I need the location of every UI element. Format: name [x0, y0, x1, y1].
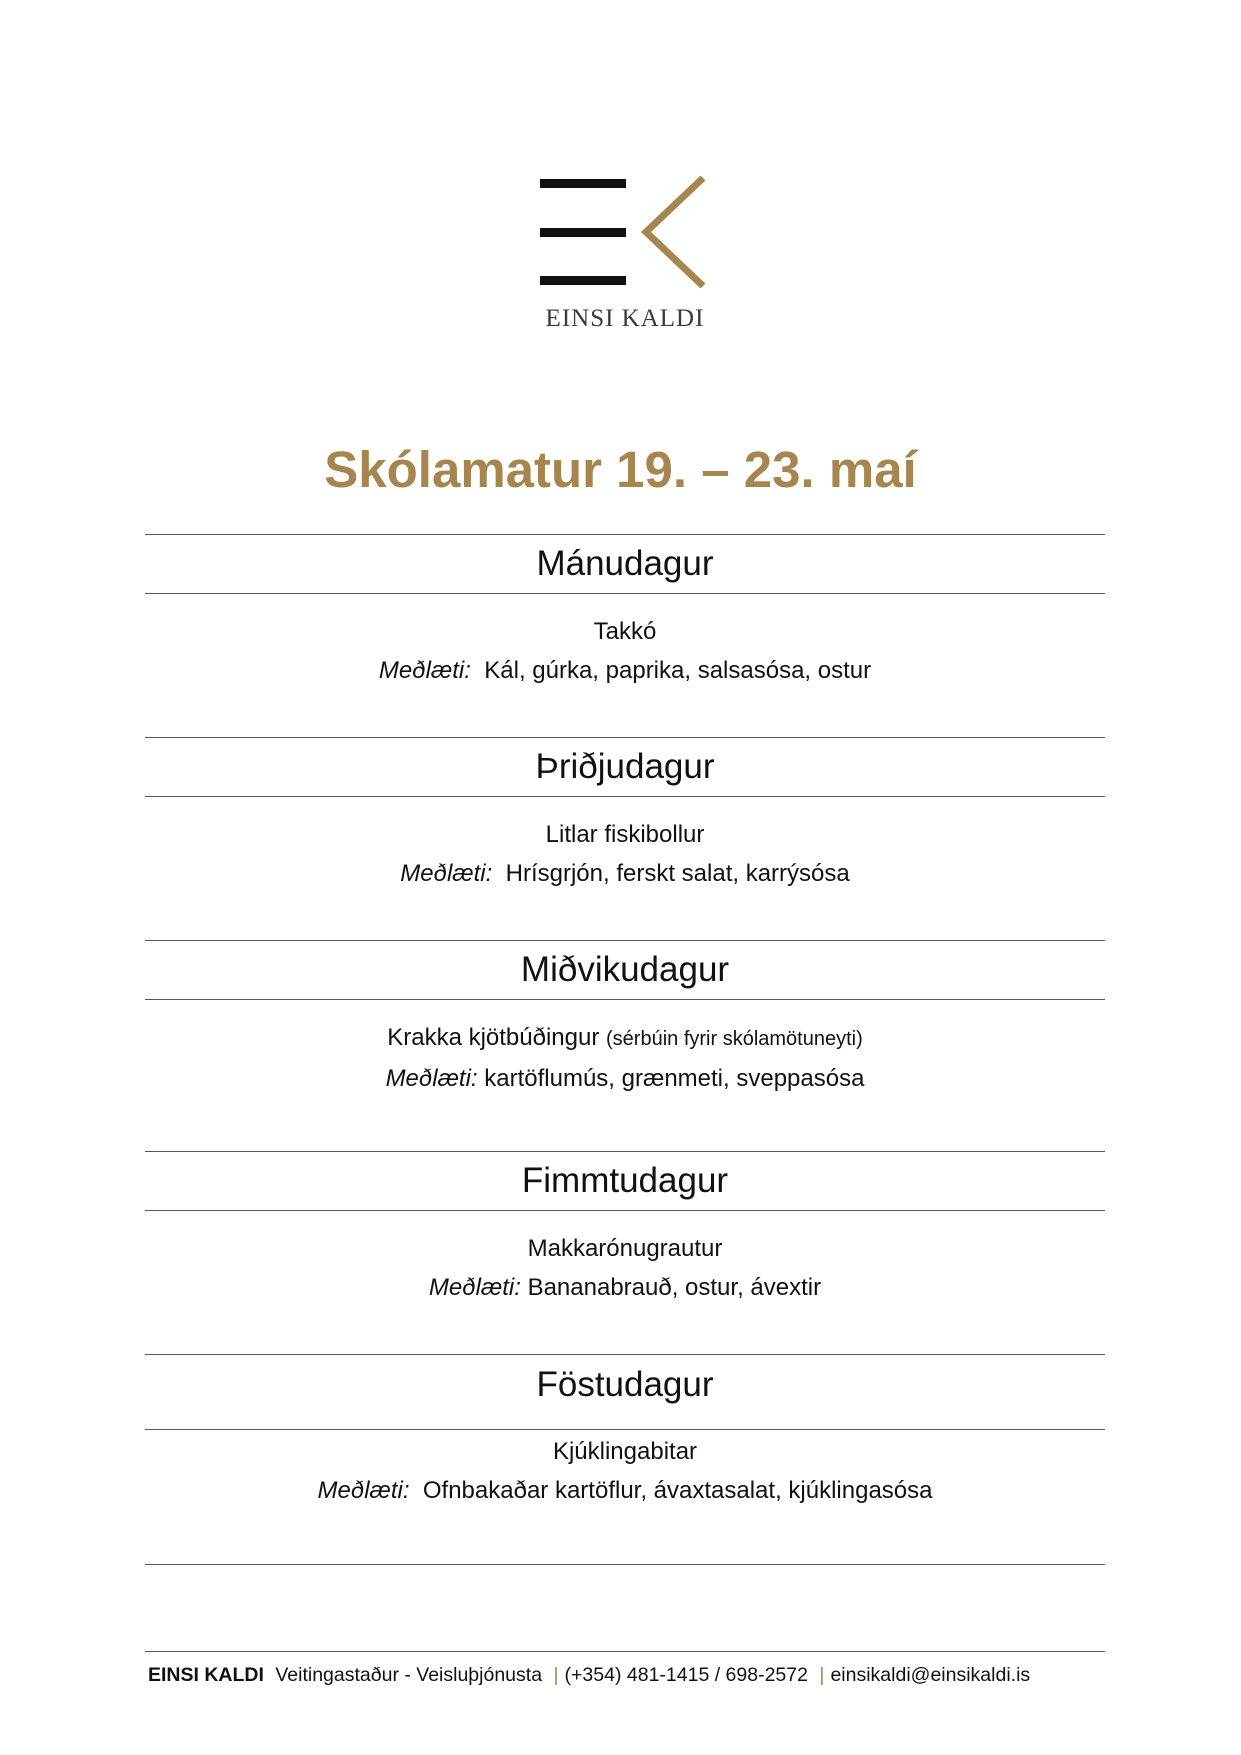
day-heading: Fimmtudagur: [521, 1161, 729, 1200]
sides-text: Kál, gúrka, paprika, salsasósa, ostur: [484, 657, 872, 684]
dish-note: (sérbúin fyrir skólamötuneyti): [606, 1028, 863, 1050]
dish-line: [145, 1018, 1105, 1059]
day-heading: Mánudagur: [536, 544, 714, 583]
sides-text: Ofnbakaðar kartöflur, ávaxtasalat, kjúklingasósa: [422, 1477, 933, 1504]
day-menu: [145, 1000, 1105, 1098]
logo-chevron: [646, 178, 703, 286]
sides-line: [145, 1471, 1105, 1510]
sides-text: kartöflumús, grænmeti, sveppasósa: [484, 1065, 865, 1092]
footer-divider: [145, 1651, 1105, 1652]
sides-line: [145, 854, 1105, 893]
weekly-menu: [145, 534, 1105, 1565]
logo-bar-middle: [540, 228, 626, 237]
day-section-thursday: [145, 1151, 1105, 1354]
ek-logo-mark-icon: [540, 175, 710, 290]
day-section-monday: [145, 534, 1105, 737]
logo-wordmark: EINSI KALDI: [545, 305, 705, 332]
sides-label: Meðlæti:: [378, 657, 471, 684]
logo-bar-bottom: [540, 276, 626, 285]
sides-label: Meðlæti:: [317, 1477, 410, 1504]
sides-line: [145, 1059, 1105, 1098]
sides-text: Hrísgrjón, ferskt salat, karrýsósa: [505, 860, 850, 887]
logo-bar-top: [540, 179, 626, 188]
sides-label: Meðlæti:: [385, 1065, 478, 1092]
dish-name: Kjúklingabitar: [552, 1438, 698, 1465]
sides-text: Bananabrauð, ostur, ávextir: [527, 1274, 822, 1301]
day-heading: Miðvikudagur: [520, 950, 730, 989]
dish-name: Litlar fiskibollur: [545, 821, 705, 848]
sides-line: [145, 1268, 1105, 1307]
footer-separator: |: [553, 1664, 559, 1686]
dish-name: Takkó: [593, 618, 657, 645]
day-section-wednesday: [145, 940, 1105, 1151]
day-menu: [145, 797, 1105, 893]
dish-line: [145, 815, 1105, 854]
day-menu: [145, 1211, 1105, 1307]
dish-line: [145, 612, 1105, 651]
einsi-kaldi-logo: [530, 175, 720, 345]
divider: [145, 1564, 1105, 1565]
sides-line: [145, 651, 1105, 690]
dish-line: [145, 1229, 1105, 1268]
day-section-tuesday: [145, 737, 1105, 940]
sides-label: Meðlæti:: [428, 1274, 521, 1301]
sides-label: Meðlæti:: [400, 860, 493, 887]
page-title: Skólamatur 19. – 23. maí: [324, 441, 917, 498]
day-heading: Föstudagur: [536, 1365, 714, 1404]
footer: [148, 1664, 1108, 1687]
footer-separator: |: [819, 1664, 825, 1686]
dish-name: Krakka kjötbúðingur: [387, 1024, 600, 1051]
dish-line: [145, 1432, 1105, 1471]
day-heading: Þriðjudagur: [535, 747, 715, 786]
day-section-friday: [145, 1354, 1105, 1564]
day-menu: [145, 1430, 1105, 1510]
day-menu: [145, 594, 1105, 690]
dish-name: Makkarónugrautur: [527, 1235, 723, 1262]
footer-email: einsikaldi@einsikaldi.is: [830, 1664, 1031, 1686]
footer-brand: EINSI KALDI: [148, 1664, 264, 1686]
footer-phone: (+354) 481-1415 / 698-2572: [564, 1664, 808, 1686]
footer-services: Veitingastaður - Veisluþjónusta: [275, 1664, 543, 1686]
